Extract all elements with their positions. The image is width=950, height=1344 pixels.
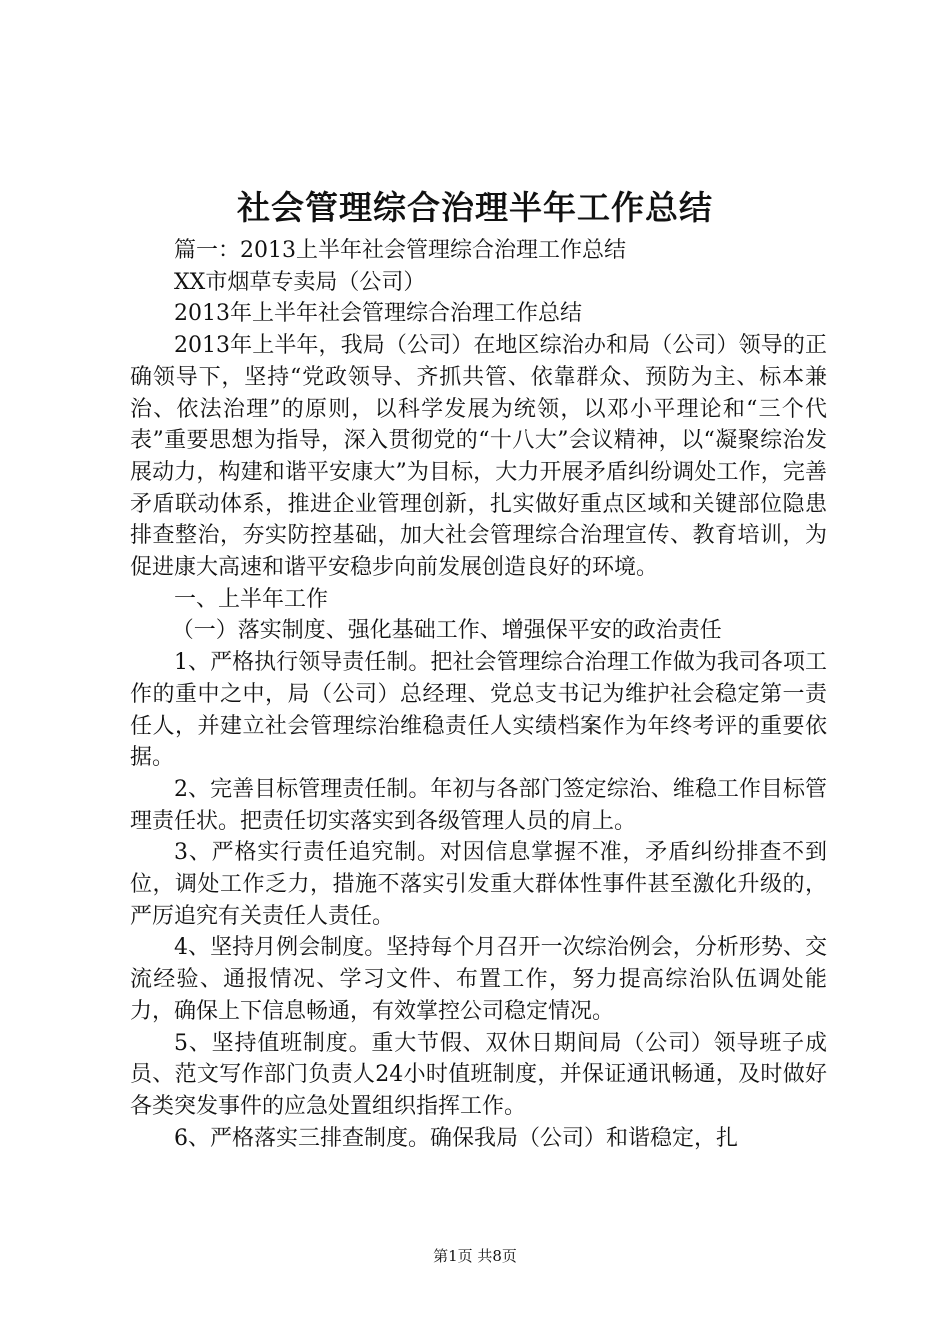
page-number-footer: 第1页 共8页 [433,1247,517,1265]
paragraph-item-2: 2、完善目标管理责任制。年初与各部门签定综治、维稳工作目标管理责任状。把责任切实落实到各级管理人员的肩上。 [130,776,827,834]
document-body [130,235,827,1154]
paragraph-item-3: 3、严格实行责任追究制。对因信息掌握不准，矛盾纠纷排查不到位，调处工作乏力，措施不落实引发重大群体性事件甚至激化升级的，严厉追究有关责任人责任。 [130,840,827,929]
paragraph-subtitle: 2013年上半年社会管理综合治理工作总结 [174,301,582,327]
document-title: 社会管理综合治理半年工作总结 [237,188,713,227]
paragraph-item-1: 1、严格执行领导责任制。把社会管理综合治理工作做为我司各项工作的重中之中，局（公司）总经理、党总支书记为维护社会稳定第一责任人，并建立社会管理综治维稳责任人实绩档案作为年终考评的重要依据。 [130,650,827,771]
paragraph-item-6: 6、严格落实三排查制度。确保我局（公司）和谐稳定，扎 [174,1125,738,1151]
section-heading: 一、上半年工作 [174,586,329,612]
paragraph-organization: XX市烟草专卖局（公司） [174,269,426,295]
paragraph-item-4: 4、坚持月例会制度。坚持每个月召开一次综治例会，分析形势、交流经验、通报情况、学习文件、布置工作，努力提高综治队伍调处能力，确保上下信息畅通，有效掌控公司稳定情况。 [130,935,827,1024]
paragraph-item-5: 5、坚持值班制度。重大节假、双休日期间局（公司）领导班子成员、范文写作部门负责人24小时值班制度，并保证通讯畅通，及时做好各类突发事件的应急处置组织指挥工作。 [130,1030,827,1119]
subsection-heading: （一）落实制度、强化基础工作、增强保平安的政治责任 [171,618,722,644]
paragraph-intro: 2013年上半年，我局（公司）在地区综治办和局（公司）领导的正确领导下，坚持“党政领导、齐抓共管、依靠群众、预防为主、标本兼治、依法治理”的原则，以科学发展为统领，以邓小平理论和“三个代表”重要思想为指导，深入贯彻党的“十八大”会议精神，以“凝聚综治发展动力，构建和谐平安康大”为目标，大力开展矛盾纠纷调处工作，完善矛盾联动体系，推进企业管理创新，扎实做好重点区域和关键部位隐患排查整治，夯实防控基础，加大社会管理综合治理宣传、教育培训，为促进康大高速和谐平安稳步向前发展创造良好的环境。 [130,333,827,581]
paragraph-heading-1: 篇一：2013上半年社会管理综合治理工作总结 [174,238,626,263]
